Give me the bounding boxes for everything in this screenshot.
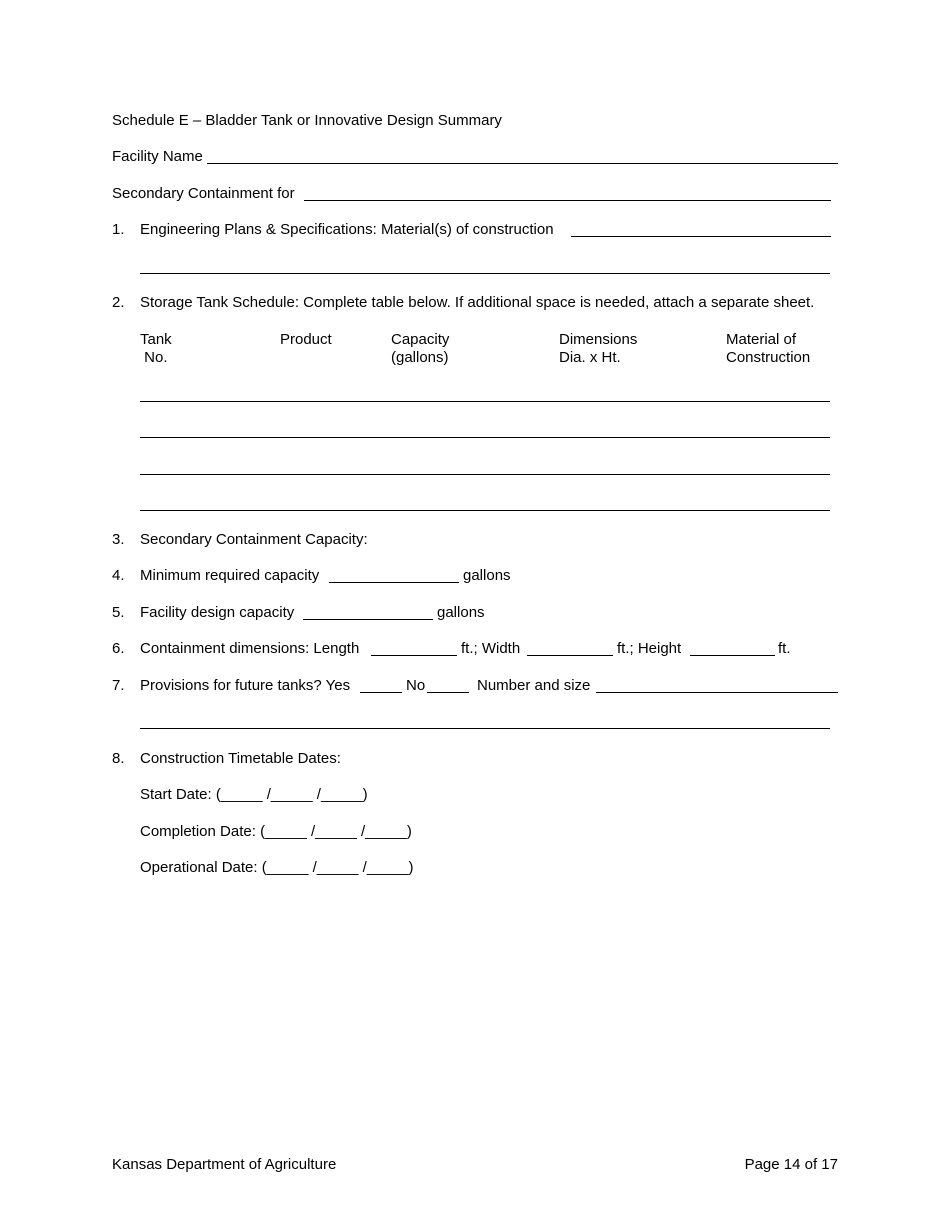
item-3-text: Secondary Containment Capacity:: [140, 531, 368, 548]
col-material-line1: Material of: [726, 331, 797, 348]
start-date-row[interactable]: [140, 786, 368, 804]
secondary-containment-for-label: Secondary Containment for: [112, 185, 295, 202]
item-8-number: 8.: [112, 750, 125, 767]
item-5-number: 5.: [112, 604, 125, 621]
future-tanks-continuation-line[interactable]: [140, 728, 830, 729]
secondary-containment-for-field[interactable]: [304, 200, 831, 201]
col-material-line2: Construction: [726, 349, 811, 366]
materials-of-construction-field[interactable]: [571, 236, 831, 237]
materials-continuation-line[interactable]: [140, 273, 830, 274]
height-field[interactable]: [690, 655, 775, 656]
width-field[interactable]: [527, 655, 613, 656]
item-1-number: 1.: [112, 221, 125, 238]
item-4-number: 4.: [112, 567, 125, 584]
tank-row-3-line[interactable]: [140, 474, 830, 475]
minimum-required-capacity-field[interactable]: [329, 582, 459, 583]
no-field[interactable]: [427, 692, 469, 693]
height-unit: ft.: [778, 640, 791, 657]
operational-date-row[interactable]: [140, 859, 414, 877]
item-3-number: 3.: [112, 531, 125, 548]
footer-organization: Kansas Department of Agriculture: [112, 1156, 337, 1173]
width-label: ft.; Width: [461, 640, 521, 657]
col-tank-line2: No.: [140, 349, 168, 366]
no-label: No: [406, 677, 426, 694]
completion-date-field[interactable]: (_____ /_____ /_____): [260, 823, 412, 840]
facility-name-field[interactable]: [207, 163, 838, 164]
item-6-text: Containment dimensions: Length: [140, 640, 360, 657]
tank-row-4-line[interactable]: [140, 510, 830, 511]
item-4-text: Minimum required capacity: [140, 567, 320, 584]
operational-date-field[interactable]: (_____ /_____ /_____): [261, 859, 414, 876]
footer-page-number: Page 14 of 17: [744, 1156, 838, 1173]
item-8-text: Construction Timetable Dates:: [140, 750, 341, 767]
tank-row-1-line[interactable]: [140, 401, 830, 402]
start-date-field[interactable]: (_____ /_____ /_____): [215, 786, 368, 803]
length-field[interactable]: [371, 655, 457, 656]
col-dimensions-line2: Dia. x Ht.: [559, 349, 621, 366]
item-6-number: 6.: [112, 640, 125, 657]
col-dimensions-line1: Dimensions: [559, 331, 638, 348]
item-5-unit: gallons: [437, 604, 485, 621]
completion-date-label: Completion Date:: [140, 823, 256, 840]
item-5-text: Facility design capacity: [140, 604, 295, 621]
facility-design-capacity-field[interactable]: [303, 619, 433, 620]
number-and-size-field[interactable]: [596, 692, 838, 693]
height-label: ft.; Height: [617, 640, 682, 657]
item-2-number: 2.: [112, 294, 125, 311]
completion-date-row[interactable]: [140, 823, 412, 841]
col-product: Product: [280, 331, 332, 348]
col-tank-line1: Tank: [140, 331, 172, 348]
item-4-unit: gallons: [463, 567, 511, 584]
item-2-text: Storage Tank Schedule: Complete table below. If additional space is needed, attach a separate sheet.: [140, 294, 815, 311]
start-date-label: Start Date:: [140, 786, 212, 803]
operational-date-label: Operational Date:: [140, 859, 258, 876]
tank-row-2-line[interactable]: [140, 437, 830, 438]
col-capacity-line2: (gallons): [391, 349, 449, 366]
yes-field[interactable]: [360, 692, 402, 693]
facility-name-label: Facility Name: [112, 148, 203, 165]
col-capacity-line1: Capacity: [391, 331, 450, 348]
item-1-text: Engineering Plans & Specifications: Material(s) of construction: [140, 221, 554, 238]
form-title: Schedule E – Bladder Tank or Innovative Design Summary: [112, 112, 502, 129]
item-7-text: Provisions for future tanks? Yes: [140, 677, 351, 694]
number-and-size-label: Number and size: [477, 677, 591, 694]
item-7-number: 7.: [112, 677, 125, 694]
